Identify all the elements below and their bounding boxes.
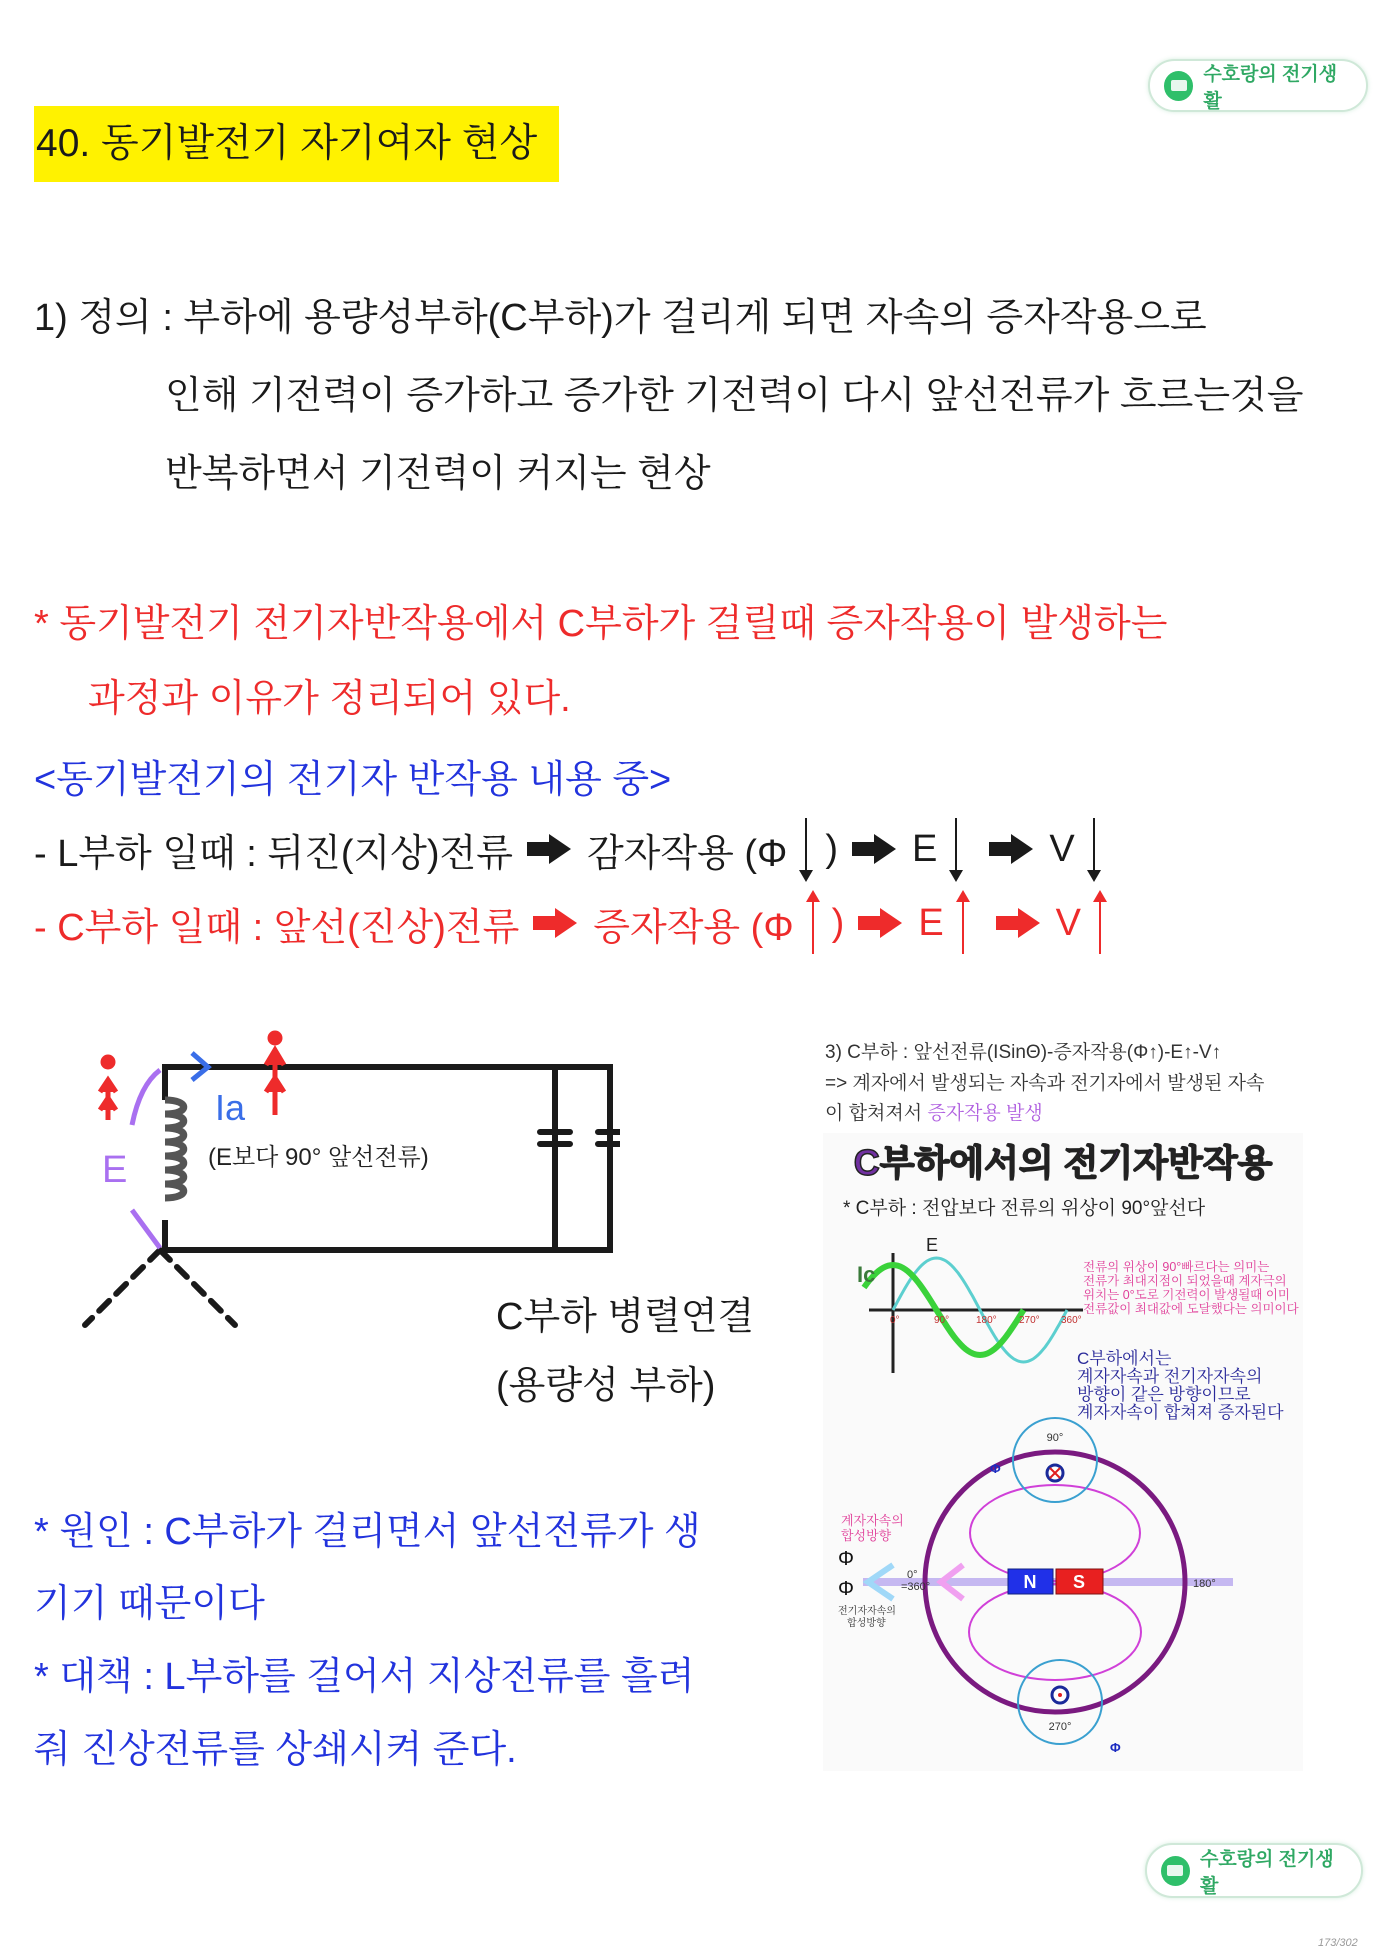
l-load-v: V <box>1049 827 1075 870</box>
pink-note-4: 전류값이 최대값에 도달했다는 의미이다 <box>1083 1302 1299 1316</box>
c-load-close: ) <box>831 901 845 944</box>
tick-270: 270° <box>1019 1315 1040 1326</box>
tick-180: 180° <box>976 1315 997 1326</box>
cause-line-1: * 원인 : C부하가 걸리면서 앞선전류가 생 <box>34 1511 701 1553</box>
wave-ic-label: Ic <box>857 1262 876 1287</box>
armature-dir-1: 전기자자속의 <box>838 1606 896 1617</box>
ia-note: (E보다 90° 앞선전류) <box>208 1144 429 1171</box>
page-title: 40. 동기발전기 자기여자 현상 <box>34 106 559 182</box>
armature-dir-2: 합성방향 <box>847 1618 886 1629</box>
angle-180: 180° <box>1193 1578 1216 1590</box>
l-load-prefix: - L부하 일때 : 뒤진(지상)전류 <box>34 832 513 875</box>
angle-90: 90° <box>1046 1432 1064 1444</box>
figure-subtitle: * C부하 : 전압보다 전류의 위상이 90°앞선다 <box>843 1198 1206 1219</box>
star-connection <box>85 1250 235 1325</box>
blog-badge-top[interactable] <box>1148 59 1368 112</box>
right-arrow-icon <box>533 908 579 938</box>
right-arrow-icon <box>858 908 904 938</box>
c-load-row <box>34 892 1119 954</box>
c-load-effect: 증자작용 (Φ <box>593 906 794 949</box>
remedy-line-2: 줘 진상전류를 상쇄시켜 준다. <box>34 1729 517 1771</box>
down-arrow-icon <box>805 818 807 880</box>
c-load-prefix: - C부하 일때 : 앞선(진상)전류 <box>34 906 520 949</box>
l-load-e: E <box>912 827 938 870</box>
definition-line-1: 1) 정의 : 부하에 용량성부하(C부하)가 걸리게 되면 자속의 증자작용으로 <box>34 297 1207 339</box>
figure-heading: C부하에서의 전기자반작용 <box>853 1142 1273 1183</box>
right-arrow-icon <box>989 834 1035 864</box>
phi-top: Φ <box>990 1461 1001 1476</box>
cause-line-2: 기기 때문이다 <box>34 1583 265 1625</box>
right-arrow-icon <box>527 834 573 864</box>
increase-arrows-icon <box>100 1033 284 1120</box>
wave-e-label: E <box>926 1235 939 1255</box>
blue-note-1: C부하에서는 <box>1077 1349 1172 1368</box>
definition-line-3: 반복하면서 기전력이 커지는 현상 <box>165 453 711 495</box>
tick-0: 0° <box>890 1315 900 1326</box>
up-arrow-icon <box>812 892 814 954</box>
l-load-close: ) <box>825 827 838 870</box>
c-load-e: E <box>918 901 944 944</box>
blog-badge-label: 수호랑의 전기생활 <box>1203 63 1338 112</box>
angle-270: 270° <box>1048 1721 1072 1733</box>
definition-line-2: 인해 기전력이 증가하고 증가한 기전력이 다시 앞선전류가 흐르는것을 <box>165 375 1304 417</box>
angle-0: 0° <box>907 1569 918 1581</box>
armature-phi: Φ <box>838 1578 854 1600</box>
tick-90: 90° <box>934 1315 950 1326</box>
field-dir-1: 계자자속의 <box>841 1513 904 1528</box>
page-number: 173/302 <box>1318 1937 1358 1949</box>
right-arrow-icon <box>852 834 898 864</box>
pink-note-1: 전류의 위상이 90°빠르다는 의미는 <box>1083 1260 1270 1274</box>
down-arrow-icon <box>955 818 957 880</box>
circuit-caption-2: (용량성 부하) <box>496 1365 716 1407</box>
l-load-row <box>34 818 1113 880</box>
right-arrow-icon <box>996 908 1042 938</box>
c-load-v: V <box>1055 901 1082 944</box>
emf-arc <box>132 1070 160 1248</box>
down-arrow-icon <box>1093 818 1095 880</box>
pole-n-label: N <box>1023 1572 1037 1592</box>
remedy-line-1: * 대책 : L부하를 걸어서 지상전류를 흘려 <box>34 1656 695 1698</box>
blue-note-3: 방향이 같은 방향이므로 <box>1077 1385 1251 1404</box>
subheading: <동기발전기의 전기자 반작용 내용 중> <box>34 759 672 801</box>
blog-badge-label: 수호랑의 전기생활 <box>1199 1848 1334 1897</box>
blog-badge-bottom[interactable] <box>1145 1843 1363 1898</box>
figure-line-1: 3) C부하 : 앞선전류(ISinΘ)-증자작용(Φ↑)-E↑-V↑ <box>825 1042 1222 1063</box>
figure-line-3b: 증자작용 발생 <box>927 1103 1043 1124</box>
up-arrow-icon <box>1099 892 1101 954</box>
figure-line-3 <box>825 1101 1043 1124</box>
note-line-2: 과정과 이유가 정리되어 있다. <box>88 678 571 720</box>
note-line-1: * 동기발전기 전기자반작용에서 C부하가 걸릴때 증자작용이 발생하는 <box>34 603 1168 645</box>
blue-note-2: 계자자속과 전기자자속의 <box>1077 1367 1263 1386</box>
pink-note-3: 위치는 0°도로 기전력이 발생될때 이미 <box>1083 1288 1290 1302</box>
ia-label: Ia <box>215 1087 246 1128</box>
field-dir-2: 합성방향 <box>841 1528 892 1543</box>
blog-chat-icon <box>1161 1856 1190 1886</box>
circuit-caption-1: C부하 병렬연결 <box>496 1296 755 1338</box>
field-phi: Φ <box>838 1548 854 1570</box>
up-arrow-icon <box>962 892 964 954</box>
e-label: E <box>102 1149 128 1191</box>
pole-s-label: S <box>1072 1572 1086 1592</box>
figure-line-2: => 계자에서 발생되는 자속과 전기자에서 발생된 자속 <box>825 1073 1265 1094</box>
figure-line-3a: 이 합쳐져서 <box>825 1103 928 1124</box>
angle-360: =360° <box>901 1581 931 1593</box>
phi-bottom: Φ <box>1110 1740 1121 1755</box>
l-load-effect: 감자작용 (Φ <box>586 832 788 875</box>
blue-note-4: 계자자속이 합쳐져 증자된다 <box>1077 1403 1284 1422</box>
armature-reaction-figure <box>823 1035 1303 1771</box>
blog-chat-icon <box>1164 71 1193 101</box>
pink-note-2: 전류가 최대지점이 되었을때 계자극의 <box>1083 1274 1287 1288</box>
circuit-wire-parallel <box>555 1067 610 1250</box>
tick-360: 360° <box>1061 1315 1082 1326</box>
